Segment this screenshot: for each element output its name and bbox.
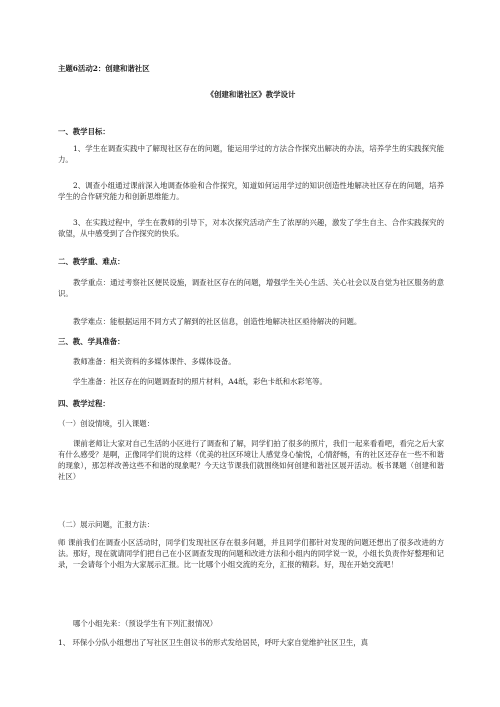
step-2-heading: （二）展示问题，汇报方法： <box>58 520 155 529</box>
section-3-heading: 三、教、学具准备： <box>58 337 125 346</box>
step-1-body: 课前老师让大家对自己生活的小区进行了调查和了解，同学们拍了很多的照片，我们一起来看看吧，看完之后大家有什么感受？是啊，正像同学们说的这样（优美的社区环境让人感觉身心愉悦，心情舒畅，有的社区还存在一些不和谐的现象），那怎样改善这些不和谐的现象呢？今天这节课我们就围绕如何创建和谐社区展开活动。板书课题（创建和谐社区） <box>58 439 444 481</box>
student-preparation: 学生准备：社区存在的问题调查时的照片材料，A4纸，彩色卡纸和水彩笔等。 <box>73 377 327 386</box>
difficult-point: 教学难点：能根据运用不同方式了解到的社区信息，创造性地解决社区亟待解决的问题。 <box>73 317 362 326</box>
objective-3: 3、在实践过程中，学生在教师的引导下，对本次探究活动产生了浓厚的兴趣，激发了学生自主、合作实践探究的欲望，从中感受到了合作探究的快乐。 <box>58 218 444 238</box>
doc-title: 《创建和谐社区》教学设计 <box>206 90 296 99</box>
objective-2: 2、调查小组通过课前深入地调查体验和合作探究，知道如何运用学过的知识创造性地解决社区存在的问题，培养学生的合作研究能力和创新思维能力。 <box>58 181 444 201</box>
step-2-prompt: 哪个小组先来：（预设学生有下列汇报情况） <box>73 619 218 628</box>
section-2-heading: 二、教学重、难点： <box>58 257 125 266</box>
doc-subtitle: 主题6活动2：创建和谐社区 <box>58 64 150 73</box>
teacher-preparation: 教师准备：相关资料的多媒体课件、多媒体设备。 <box>73 357 236 366</box>
section-1-heading: 一、教学目标： <box>58 127 110 136</box>
step-1-heading: （一）创设情境，引入课题： <box>58 419 155 428</box>
objective-1: 1、学生在调查实践中了解现社区存在的问题，能运用学过的方法合作探究出解决的办法，培养学生的实践探究能力。 <box>58 144 444 164</box>
key-point: 教学重点：通过考察社区便民设施，调查社区存在的问题，增强学生关心生活、关心社会以及自觉为社区服务的意识。 <box>58 278 444 298</box>
step-2-body: 师 课前我们在调查小区活动时，同学们发现社区存在很多问题，并且同学们都针对发现的问题还想出了很多改进的方法。那好，现在就请同学们把自己在小区调查发现的问题和改进方法和小组内的同学说一说，小组长负责作好整理和记录，一会请每个小组为大家展示汇报。比一比哪个小组交流的充分，汇报的精彩。好，现在开始交流吧！ <box>58 538 444 569</box>
step-2-item-1: 1、 环保小分队小组想出了写社区卫生倡议书的形式发给居民，呼吁大家自觉维护社区卫生，真 <box>58 638 369 647</box>
section-4-heading: 四、教学过程： <box>58 399 110 408</box>
